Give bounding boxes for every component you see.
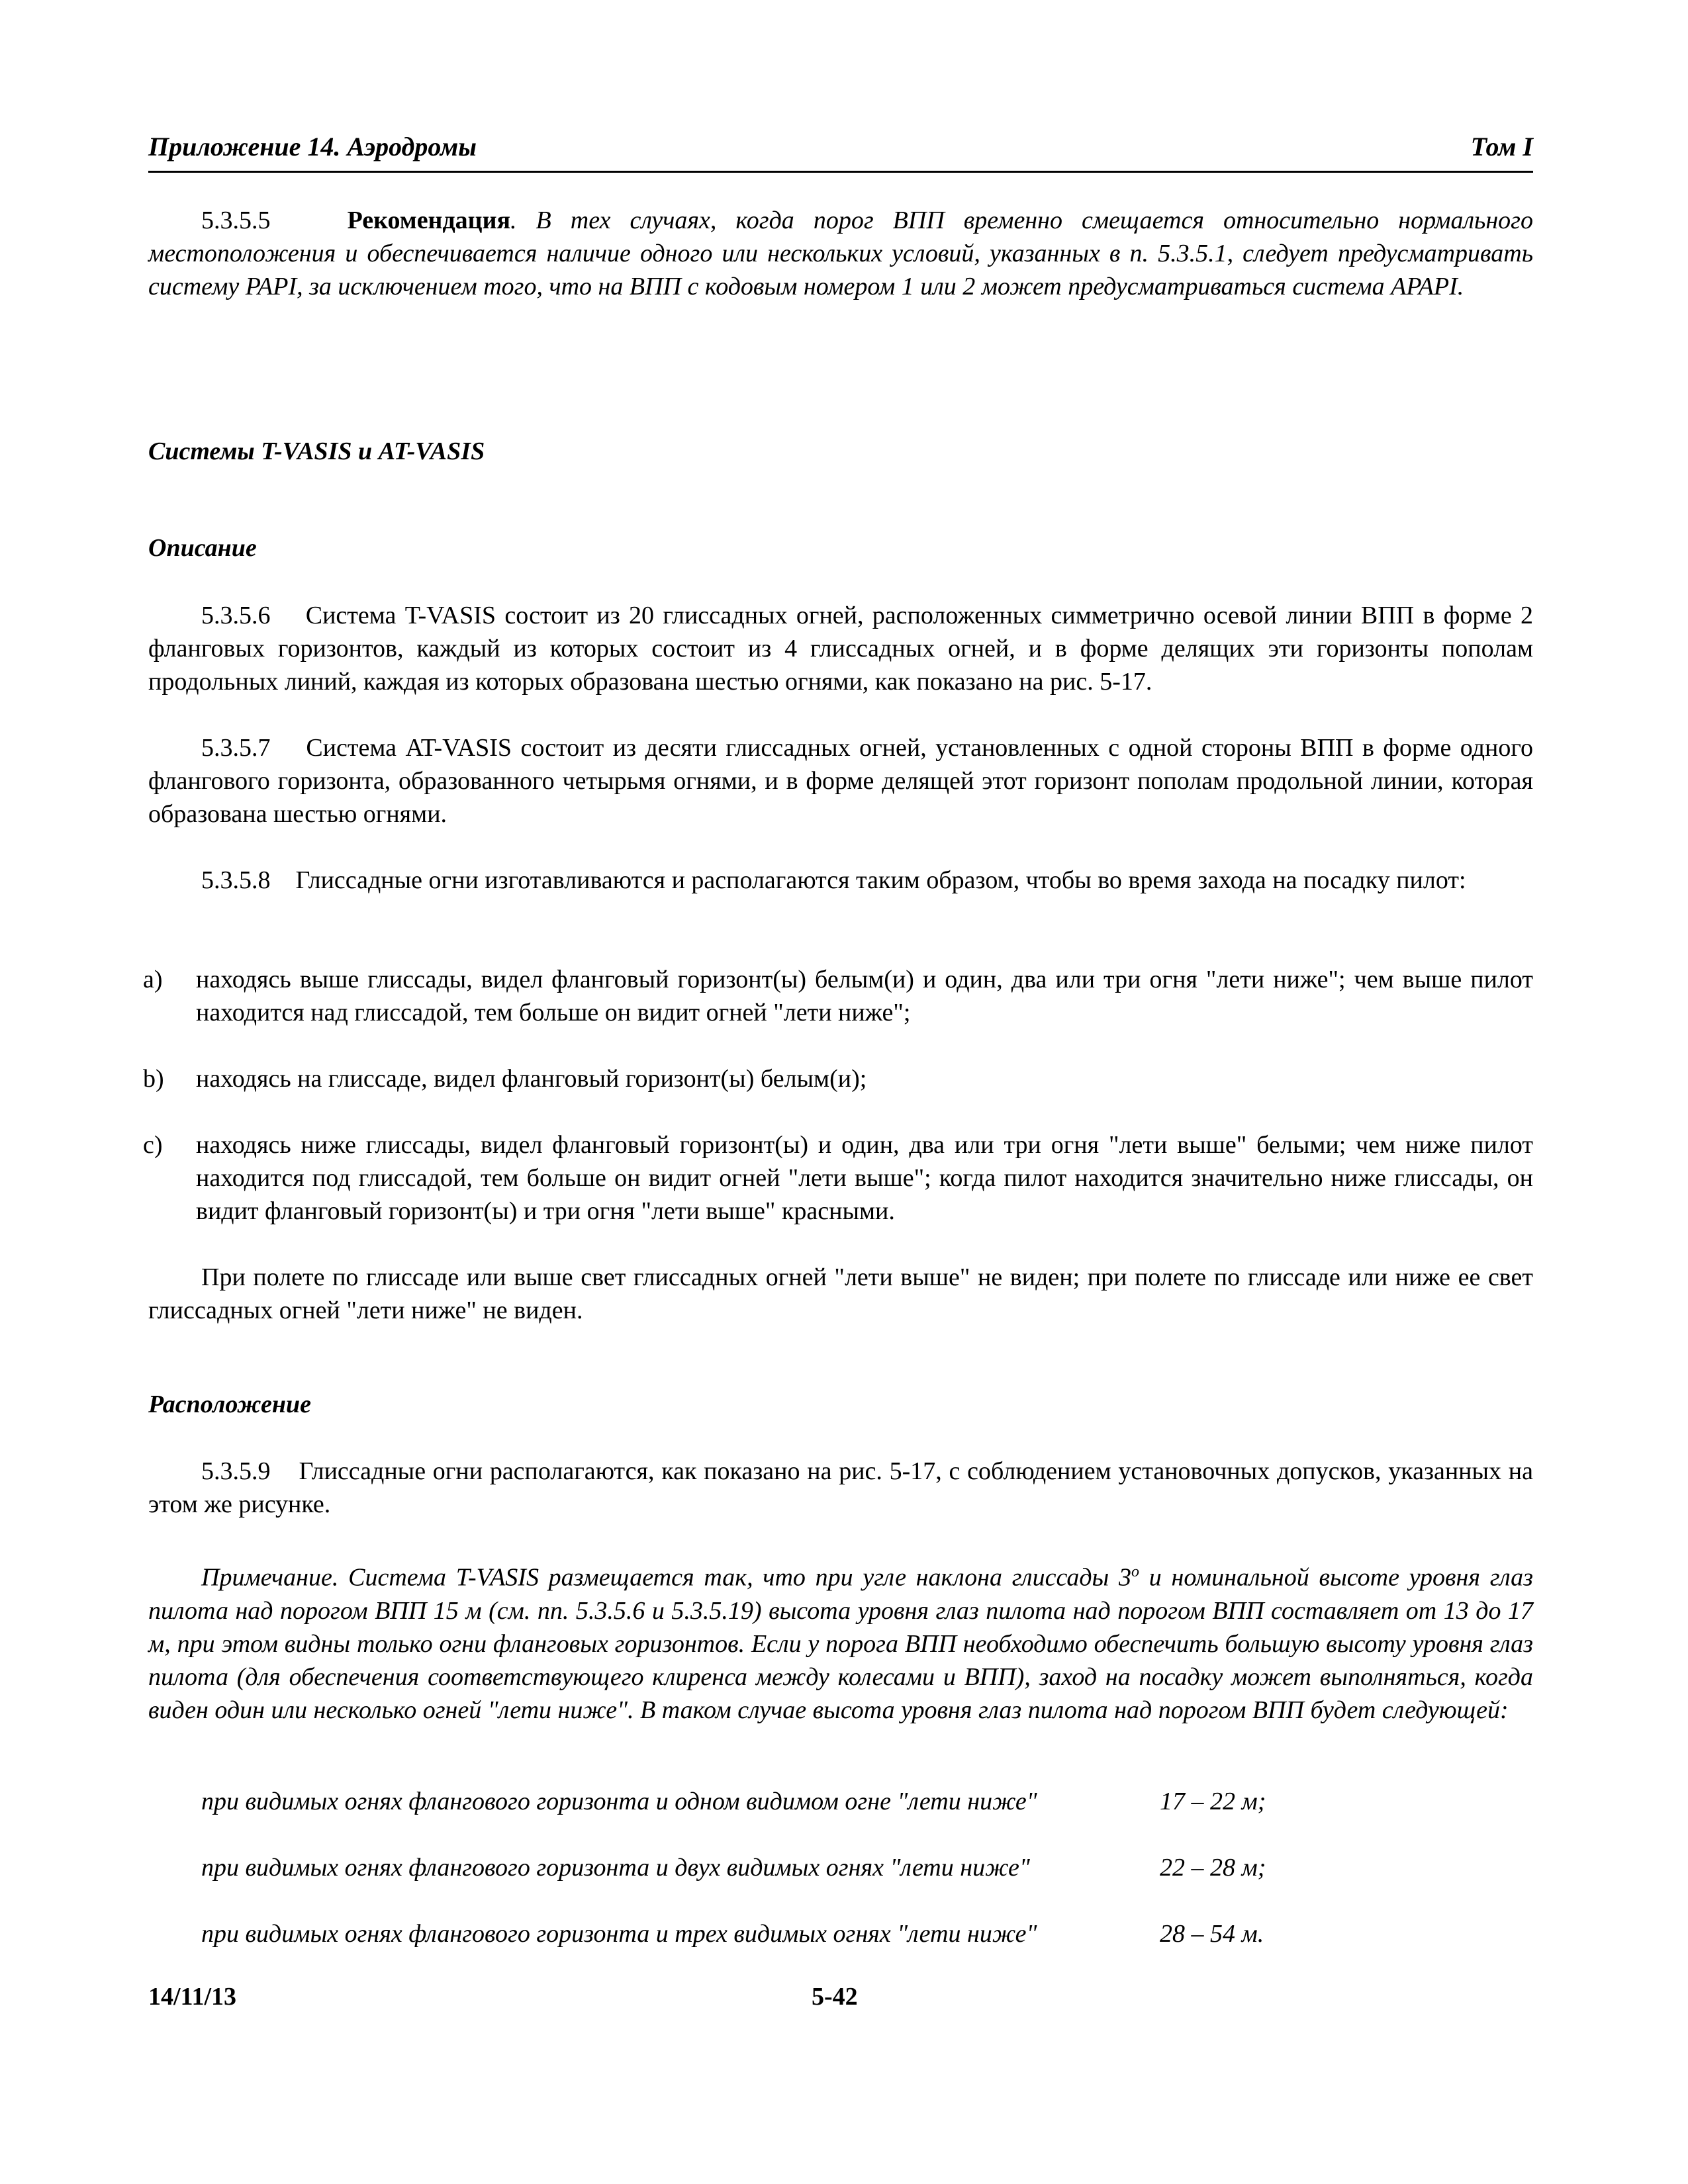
header-rule: [148, 171, 1533, 173]
note-paragraph: [148, 1555, 1533, 1727]
paragraph-5-3-5-5: [148, 204, 1533, 303]
height-row-value: 17 – 22 м;: [1160, 1788, 1266, 1815]
paragraph-5-3-5-8: [148, 864, 1533, 897]
section-heading-description: Описание: [148, 534, 257, 562]
list-text: находясь выше глиссады, видел фланговый горизонт(ы) белым(и) и один, два или три огня "лети ниже"; чем выше пилот находится над глиссадой, тем больше он видит огней "лети ниже";: [196, 966, 1533, 1026]
paragraph-5-3-5-9: [148, 1455, 1533, 1521]
list-text: находясь на глиссаде, видел фланговый горизонт(ы) белым(и);: [196, 1065, 867, 1093]
header-volume: Том I: [1470, 132, 1533, 161]
list-text: находясь ниже глиссады, видел фланговый горизонт(ы) и один, два или три огня "лети выше" белыми; чем ниже пилот находится под глиссадой, тем больше он видит огней "лети выше"; когда пилот находится значительно ниже глиссады, он видит фланговый горизонт(ы) и три огня "лети выше" красными.: [196, 1131, 1533, 1225]
paragraph-number: 5.3.5.5: [201, 206, 271, 234]
paragraph-after-list: При полете по глиссаде или выше свет глиссадных огней "лети выше" не виден; при полете по глиссаде или ниже ее свет глиссадных огней "лети ниже" не виден.: [148, 1263, 1533, 1324]
paragraph-number: 5.3.5.7: [201, 734, 271, 762]
height-row-text: при видимых огнях флангового горизонта и одном видимом огне "лети ниже": [201, 1788, 1037, 1815]
paragraph-text: Система AT-VASIS состоит из десяти глиссадных огней, установленных с одной стороны ВПП в форме одного флангового горизонта, образованного четырьмя огнями, и в форме делящей этот горизонт пополам продольной линии, которая образована шестью огнями.: [148, 734, 1534, 828]
height-row-text: при видимых огнях флангового горизонта и трех видимых огнях "лети ниже": [201, 1920, 1037, 1948]
section-heading-location: Расположение: [148, 1390, 312, 1418]
paragraph-number: 5.3.5.9: [201, 1457, 271, 1485]
list-item: [143, 1128, 1533, 1228]
paragraph-text: Система T-VASIS состоит из 20 глиссадных огней, расположенных симметрично осевой линии ВПП в форме 2 фланговых горизонтов, каждый из которых состоит из 4 глиссадных огней, и в форме делящих эти горизонты пополам продольных линий, каждая из которых образована шестью огнями, как показано на рис. 5-17.: [148, 602, 1534, 696]
recommendation-label: Рекомендация: [347, 206, 511, 234]
list-label: c): [143, 1131, 163, 1159]
list-label: a): [143, 966, 163, 993]
footer-date: 14/11/13: [148, 1983, 237, 2011]
note-text-start: Примечание. Система T-VASIS размещается так, что при угле наклона глиссады 3: [201, 1563, 1132, 1592]
paragraph-text: . В тех случаях, когда порог ВПП временно смещается относительно нормального местоположения и обеспечивается наличие одного или нескольких условий, указанных в п. 5.3.5.1, следует предусматривать систему PAPI, за исключением того, что на ВПП с кодовым номером 1 или 2 может предусматриваться система APAPI.: [148, 206, 1533, 300]
paragraph-text: Глиссадные огни изготавливаются и располагаются таким образом, чтобы во время захода на посадку пилот:: [295, 866, 1466, 894]
height-row-value: 22 – 28 м;: [1160, 1854, 1266, 1882]
height-row-text: при видимых огнях флангового горизонта и двух видимых огнях "лети ниже": [201, 1854, 1030, 1882]
paragraph-5-3-5-6: [148, 599, 1533, 698]
paragraph-5-3-5-7: [148, 731, 1533, 831]
height-row-value: 28 – 54 м.: [1160, 1920, 1264, 1948]
note-text-end: и номинальной высоте уровня глаз пилота над порогом ВПП 15 м (см. пп. 5.3.5.6 и 5.3.5.19) высота уровня глаз пилота над порогом ВПП составляет от 13 до 17 м, при этом видны только огни фланговых горизонтов. Если у порога ВПП необходимо обеспечить большую высоту уровня глаз пилота (для обеспечения соответствующего клиренса между колесами и ВПП), заход на посадку может выполняться, когда виден один или несколько огней "лети ниже". В таком случае высота уровня глаз пилота над порогом ВПП будет следующей:: [148, 1563, 1533, 1724]
list-item: [143, 1062, 1533, 1095]
list-item: [143, 963, 1533, 1029]
paragraph-number: 5.3.5.8: [201, 866, 271, 894]
paragraph-number: 5.3.5.6: [201, 602, 271, 629]
list-label: b): [143, 1065, 164, 1093]
header-title: Приложение 14. Аэродромы: [148, 132, 477, 161]
section-heading-systems: Системы T-VASIS и AT-VASIS: [148, 437, 485, 465]
degree-sign: o: [1131, 1563, 1140, 1580]
footer-page-number: 5-42: [812, 1983, 858, 2011]
paragraph-text: Глиссадные огни располагаются, как показано на рис. 5-17, с соблюдением установочных допусков, указанных на этом же рисунке.: [148, 1457, 1534, 1518]
